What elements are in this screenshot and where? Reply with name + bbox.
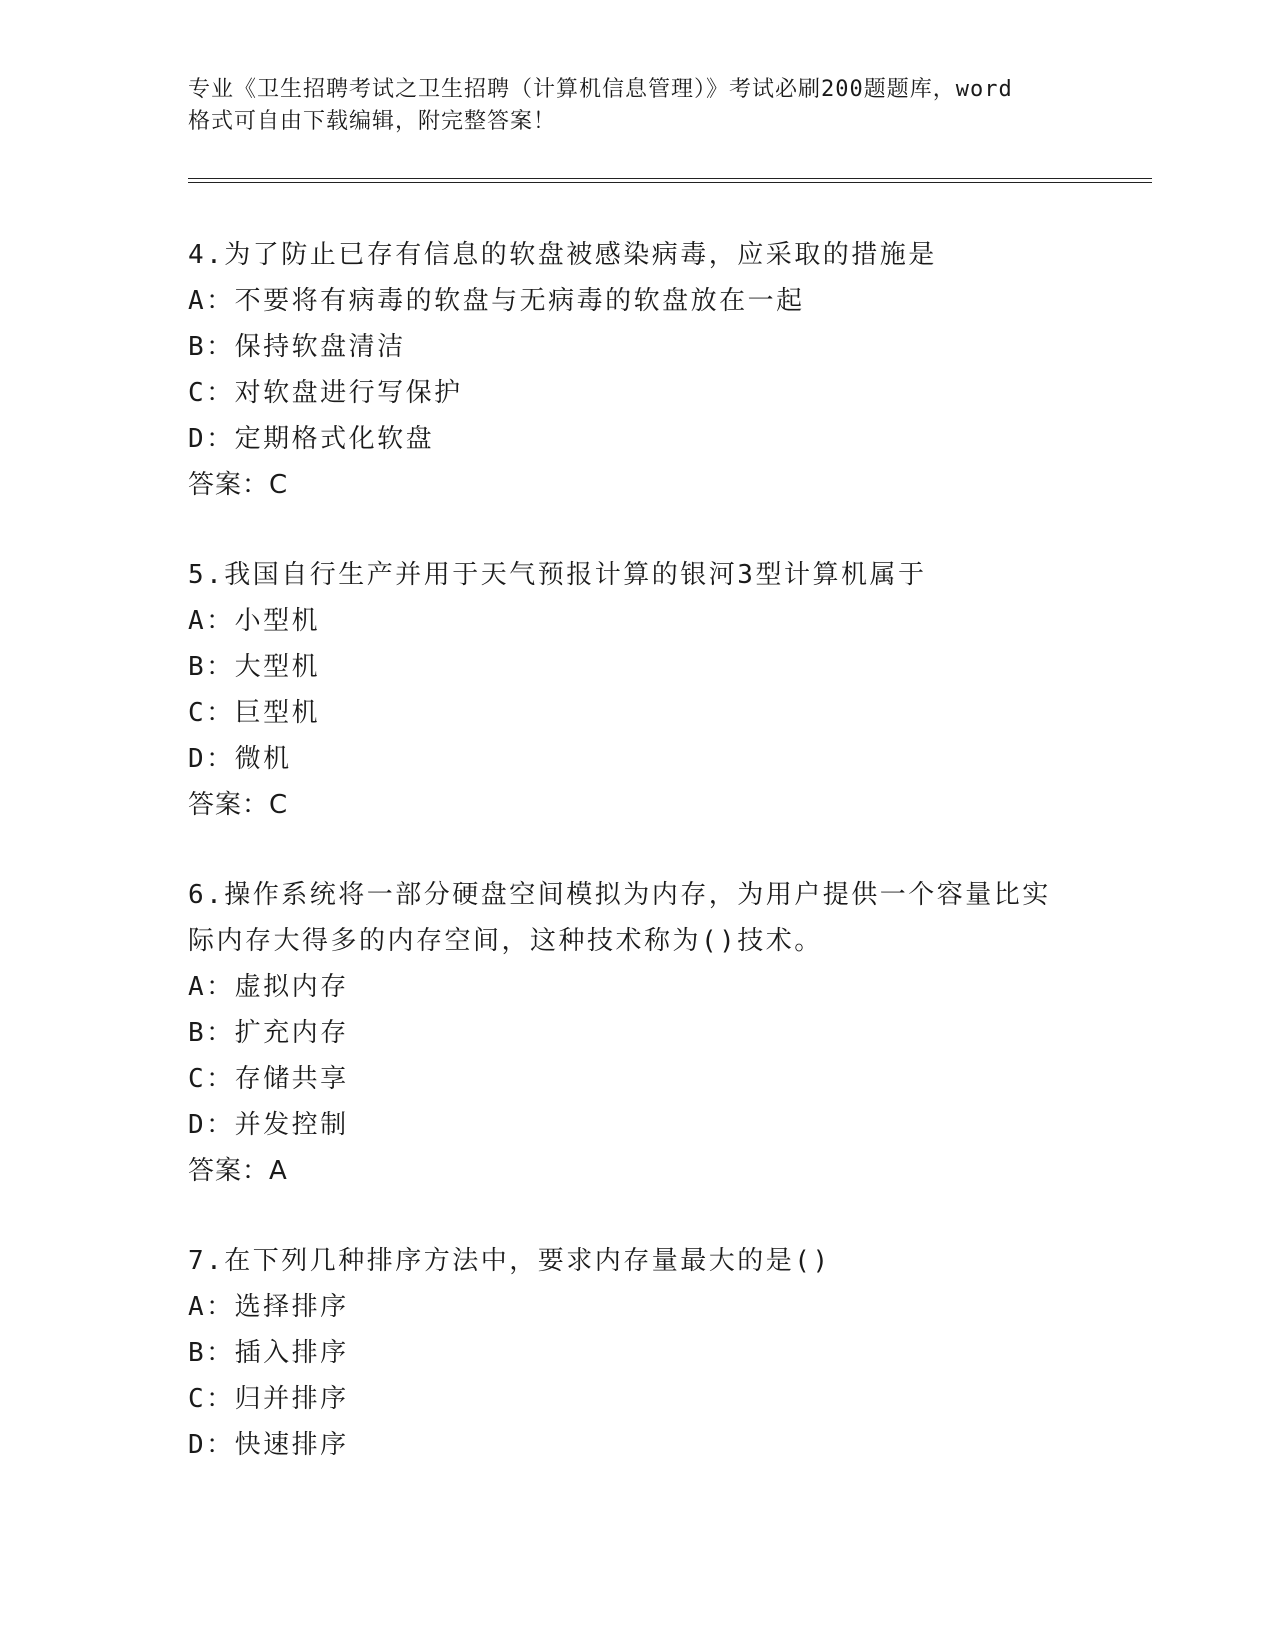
question-list xyxy=(188,232,1128,1468)
option-c: C：存储共享 xyxy=(188,1064,349,1094)
option-a: A：选择排序 xyxy=(188,1292,349,1322)
option-b: B：大型机 xyxy=(188,652,321,682)
header-divider-top xyxy=(188,178,1152,179)
answer-line: 答案：A xyxy=(188,1156,288,1186)
header-divider-bottom xyxy=(188,182,1152,183)
question-stem: 5.我国自行生产并用于天气预报计算的银河3型计算机属于 xyxy=(188,560,927,590)
answer-line: 答案：C xyxy=(188,790,289,820)
question-stem: 4.为了防止已存有信息的软盘被感染病毒，应采取的措施是 xyxy=(188,240,937,270)
option-a: A：小型机 xyxy=(188,606,321,636)
option-b: B：保持软盘清洁 xyxy=(188,332,406,362)
option-c: C：巨型机 xyxy=(188,698,321,728)
header-title-line-2: 格式可自由下载编辑，附完整答案！ xyxy=(188,109,557,134)
question-4 xyxy=(188,232,1128,552)
question-stem-line-1: 6.操作系统将一部分硬盘空间模拟为内存，为用户提供一个容量比实 xyxy=(188,880,1051,910)
question-6 xyxy=(188,872,1128,1238)
question-stem-line-2: 际内存大得多的内存空间，这种技术称为()技术。 xyxy=(188,926,823,956)
option-d: D：快速排序 xyxy=(188,1430,349,1460)
option-d: D：微机 xyxy=(188,744,292,774)
question-5 xyxy=(188,552,1128,872)
question-stem: 7.在下列几种排序方法中，要求内存量最大的是() xyxy=(188,1246,831,1276)
option-d: D：定期格式化软盘 xyxy=(188,424,435,454)
option-c: C：归并排序 xyxy=(188,1384,349,1414)
option-a: A：虚拟内存 xyxy=(188,972,349,1002)
option-c: C：对软盘进行写保护 xyxy=(188,378,463,408)
header-title-line-1: 专业《卫生招聘考试之卫生招聘（计算机信息管理）》考试必刷200题题库，word xyxy=(188,77,1013,102)
option-b: B：扩充内存 xyxy=(188,1018,349,1048)
document-header xyxy=(188,74,1108,138)
option-d: D：并发控制 xyxy=(188,1110,349,1140)
option-b: B：插入排序 xyxy=(188,1338,349,1368)
option-a: A：不要将有病毒的软盘与无病毒的软盘放在一起 xyxy=(188,286,805,316)
question-7 xyxy=(188,1238,1128,1468)
answer-line: 答案：C xyxy=(188,470,289,500)
